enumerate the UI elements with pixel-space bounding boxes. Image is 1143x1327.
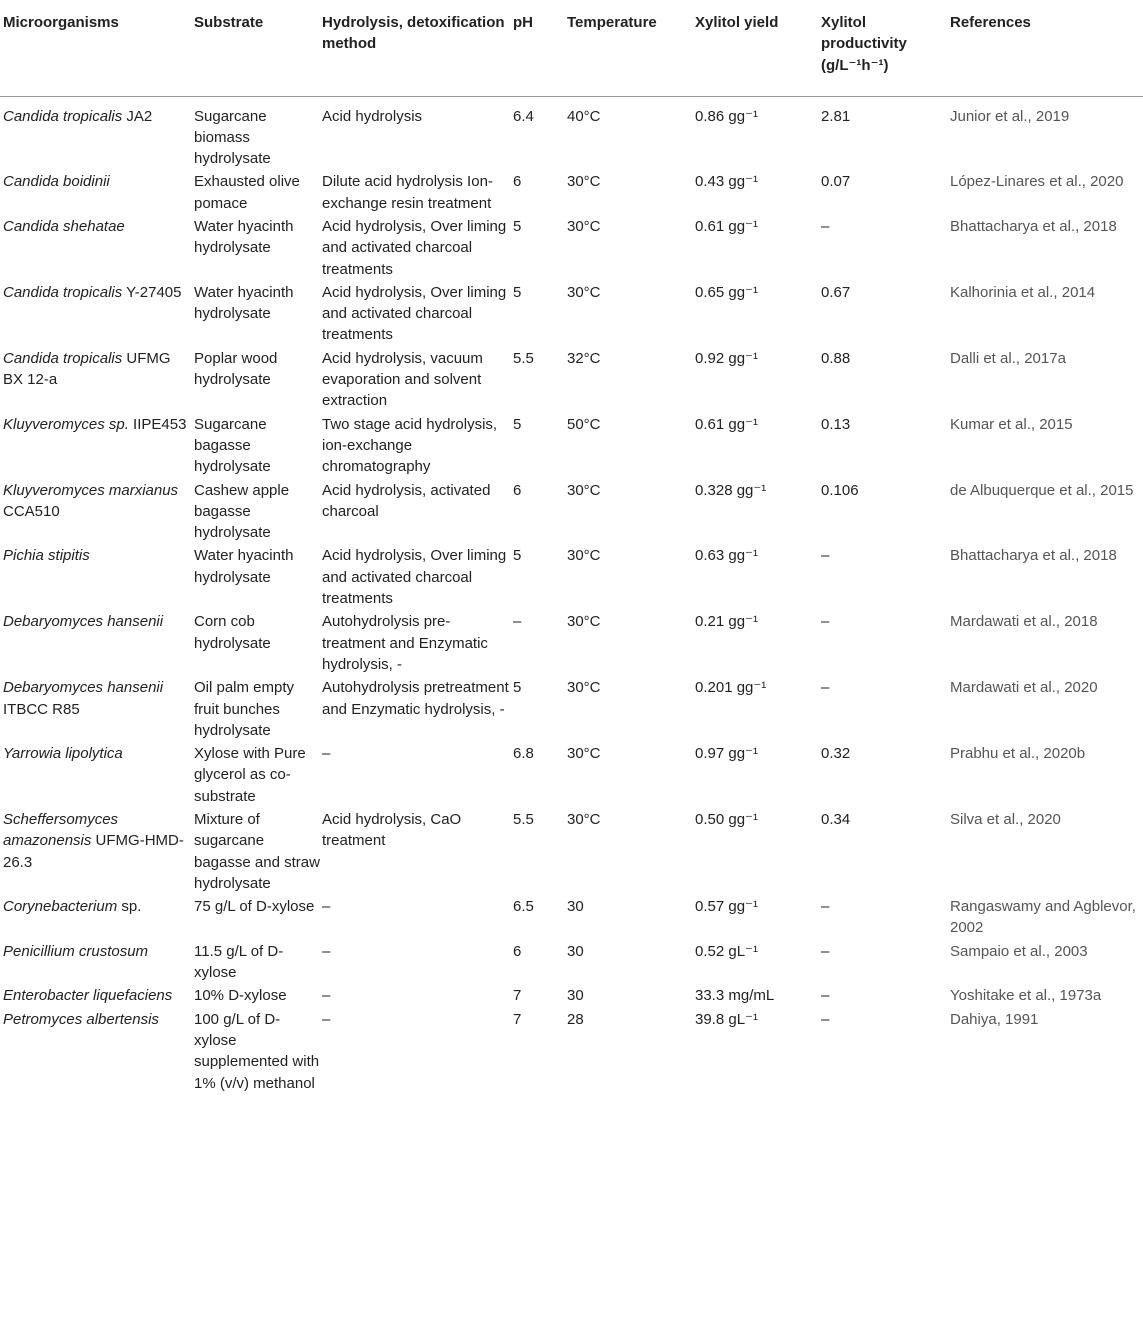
- method-cell: Autohydrolysis pre-treatment and Enzymatic hydrolysis, -: [322, 613, 488, 673]
- organism-cell: [3, 169, 194, 192]
- productivity-cell: 0.13: [821, 415, 851, 433]
- reference-cell: Bhattacharya et al., 2018: [950, 217, 1117, 235]
- yield-cell: 0.92 gg⁻¹: [695, 349, 758, 367]
- yield-cell: 0.57 gg⁻¹: [695, 898, 758, 916]
- substrate-cell: Mixture of sugarcane bagasse and straw hydrolysate: [194, 811, 320, 892]
- substrate-cell: Cashew apple bagasse hydrolysate: [194, 481, 290, 542]
- substrate-cell: 11.5 g/L of D-xylose: [194, 942, 284, 982]
- productivity-cell: –: [821, 1010, 830, 1028]
- method-cell: Acid hydrolysis, activated charcoal: [322, 481, 491, 520]
- reference-cell: Bhattacharya et al., 2018: [950, 547, 1117, 565]
- organism-cell: [3, 104, 194, 127]
- organism-name: Corynebacterium: [3, 898, 118, 916]
- ph-cell: 5: [513, 217, 522, 235]
- temperature-cell: 50°C: [567, 415, 601, 433]
- method-cell: Acid hydrolysis, vacuum evaporation and solvent extraction: [322, 349, 483, 410]
- table-row: [0, 169, 1143, 214]
- reference-cell: Kalhorinia et al., 2014: [950, 283, 1096, 301]
- temperature-cell: 30°C: [567, 547, 601, 565]
- productivity-cell: –: [821, 942, 830, 960]
- organism-name: Pichia stipitis: [3, 547, 90, 565]
- ph-cell: –: [513, 613, 522, 631]
- ph-cell: 6.5: [513, 898, 534, 916]
- yield-cell: 0.61 gg⁻¹: [695, 415, 758, 433]
- organism-name: Penicillium crustosum: [3, 942, 149, 960]
- organism-cell: [3, 280, 194, 303]
- method-cell: –: [322, 745, 331, 763]
- substrate-cell: Water hyacinth hydrolysate: [194, 217, 294, 257]
- organism-name: Kluyveromyces sp.: [3, 415, 129, 433]
- header-substrate: Substrate: [194, 0, 322, 96]
- method-cell: –: [322, 942, 331, 960]
- ph-cell: 6.8: [513, 745, 534, 763]
- reference-cell: Mardawati et al., 2018: [950, 613, 1098, 631]
- organism-cell: [3, 807, 194, 873]
- organism-cell: [3, 894, 194, 917]
- method-cell: Autohydrolysis pretreatment and Enzymatic hydrolysis, -: [322, 679, 509, 718]
- reference-cell: Kumar et al., 2015: [950, 415, 1073, 433]
- organism-strain: UFMG BX 12-a: [3, 349, 171, 389]
- temperature-cell: 28: [567, 1010, 584, 1028]
- organism-cell: [3, 939, 194, 962]
- productivity-cell: –: [821, 987, 830, 1005]
- table-row: [0, 478, 1143, 544]
- organism-cell: [3, 478, 194, 523]
- reference-cell: Rangaswamy and Agblevor, 2002: [950, 898, 1136, 937]
- ph-cell: 6.4: [513, 107, 534, 125]
- table-row: [0, 543, 1143, 609]
- ph-cell: 7: [513, 987, 522, 1005]
- organism-name: Candida shehatae: [3, 217, 125, 235]
- substrate-cell: 100 g/L of D-xylose supplemented with 1% (v/v) methanol: [194, 1010, 320, 1092]
- ph-cell: 5: [513, 679, 522, 697]
- temperature-cell: 30°C: [567, 481, 601, 499]
- ph-cell: 6: [513, 942, 522, 960]
- organism-strain: JA2: [122, 107, 153, 125]
- reference-cell: Junior et al., 2019: [950, 107, 1070, 125]
- substrate-cell: Corn cob hydrolysate: [194, 613, 271, 652]
- temperature-cell: 30°C: [567, 679, 601, 697]
- method-cell: –: [322, 1010, 331, 1028]
- substrate-cell: Sugarcane biomass hydrolysate: [194, 107, 271, 168]
- table-row: [0, 280, 1143, 346]
- organism-name: Candida tropicalis: [3, 349, 123, 367]
- method-cell: Dilute acid hydrolysis Ion-exchange resin treatment: [322, 173, 493, 212]
- method-cell: Acid hydrolysis, CaO treatment: [322, 811, 462, 850]
- yield-cell: 33.3 mg/mL: [695, 987, 775, 1005]
- ph-cell: 5: [513, 283, 522, 301]
- yield-cell: 0.65 gg⁻¹: [695, 283, 758, 301]
- reference-cell: Yoshitake et al., 1973a: [950, 987, 1102, 1005]
- reference-cell: Dahiya, 1991: [950, 1010, 1039, 1028]
- yield-cell: 0.201 gg⁻¹: [695, 679, 767, 697]
- header-yield: Xylitol yield: [695, 0, 821, 96]
- organism-cell: [3, 543, 194, 566]
- temperature-cell: 30°C: [567, 613, 601, 631]
- temperature-cell: 30°C: [567, 173, 601, 191]
- table-body: [0, 96, 1143, 1094]
- organism-name: Debaryomyces hansenii: [3, 679, 164, 697]
- yield-cell: 0.50 gg⁻¹: [695, 811, 758, 828]
- reference-cell: Sampaio et al., 2003: [950, 942, 1088, 960]
- substrate-cell: Poplar wood hydrolysate: [194, 349, 278, 389]
- method-cell: Two stage acid hydrolysis, ion-exchange chromatography: [322, 415, 498, 476]
- substrate-cell: Xylose with Pure glycerol as co-substrate: [194, 745, 306, 805]
- temperature-cell: 30: [567, 987, 584, 1005]
- ph-cell: 5.5: [513, 811, 534, 828]
- yield-cell: 0.86 gg⁻¹: [695, 107, 758, 125]
- method-cell: Acid hydrolysis, Over liming and activated charcoal treatments: [322, 217, 507, 278]
- yield-cell: 0.43 gg⁻¹: [695, 173, 758, 191]
- temperature-cell: 40°C: [567, 107, 601, 125]
- organism-cell: [3, 214, 194, 237]
- productivity-cell: 0.07: [821, 173, 851, 191]
- method-cell: Acid hydrolysis: [322, 107, 423, 125]
- temperature-cell: 30°C: [567, 283, 601, 301]
- productivity-cell: 0.67: [821, 283, 851, 301]
- productivity-cell: –: [821, 217, 830, 235]
- yield-cell: 0.97 gg⁻¹: [695, 745, 758, 763]
- organism-strain: Y-27405: [122, 283, 182, 301]
- organism-cell: [3, 1007, 194, 1030]
- organism-strain: ITBCC R85: [3, 700, 80, 718]
- table-row: [0, 96, 1143, 169]
- table-row: [0, 807, 1143, 894]
- table-row: [0, 1007, 1143, 1094]
- productivity-cell: 0.34: [821, 811, 851, 828]
- table-row: [0, 346, 1143, 412]
- yield-cell: 0.328 gg⁻¹: [695, 481, 767, 499]
- organism-name: Scheffersomyces amazonensis: [3, 811, 119, 850]
- productivity-cell: –: [821, 679, 830, 697]
- ph-cell: 6: [513, 173, 522, 191]
- organism-strain: IIPE453: [128, 415, 187, 433]
- yield-cell: 39.8 gL⁻¹: [695, 1010, 758, 1028]
- organism-name: Debaryomyces hansenii: [3, 613, 164, 631]
- header-method: Hydrolysis, detoxification method: [322, 0, 513, 96]
- yield-cell: 0.52 gL⁻¹: [695, 942, 758, 960]
- method-cell: Acid hydrolysis, Over liming and activated charcoal treatments: [322, 547, 507, 608]
- table-row: [0, 939, 1143, 984]
- temperature-cell: 30: [567, 898, 584, 916]
- table-row: [0, 894, 1143, 939]
- table-row: [0, 675, 1143, 741]
- ph-cell: 5: [513, 415, 522, 433]
- organism-name: Candida tropicalis: [3, 283, 123, 301]
- ph-cell: 5: [513, 547, 522, 565]
- productivity-cell: –: [821, 898, 830, 916]
- table-row: [0, 741, 1143, 807]
- organism-cell: [3, 346, 194, 391]
- reference-cell: Prabhu et al., 2020b: [950, 745, 1086, 763]
- substrate-cell: Water hyacinth hydrolysate: [194, 547, 294, 586]
- organism-name: Enterobacter liquefaciens: [3, 987, 173, 1005]
- organism-strain: sp.: [117, 898, 142, 916]
- table-row: [0, 214, 1143, 280]
- table-row: [0, 412, 1143, 478]
- organism-strain: UFMG-HMD-26.3: [3, 832, 184, 871]
- organism-cell: [3, 675, 194, 720]
- header-productivity: Xylitol productivity (g/L⁻¹h⁻¹): [821, 0, 950, 96]
- temperature-cell: 30°C: [567, 811, 601, 828]
- substrate-cell: Exhausted olive pomace: [194, 173, 300, 212]
- ph-cell: 7: [513, 1010, 522, 1028]
- substrate-cell: 10% D-xylose: [194, 987, 287, 1005]
- temperature-cell: 30°C: [567, 745, 601, 763]
- table-row: [0, 983, 1143, 1006]
- organism-name: Candida boidinii: [3, 173, 110, 191]
- organism-name: Candida tropicalis: [3, 107, 123, 125]
- reference-cell: Dalli et al., 2017a: [950, 349, 1066, 367]
- header-row: [0, 0, 1143, 96]
- method-cell: Acid hydrolysis, Over liming and activated charcoal treatments: [322, 283, 507, 344]
- header-references: References: [950, 0, 1143, 96]
- yield-cell: 0.63 gg⁻¹: [695, 547, 758, 565]
- ph-cell: 6: [513, 481, 522, 499]
- ph-cell: 5.5: [513, 349, 534, 367]
- reference-cell: Silva et al., 2020: [950, 811, 1061, 828]
- organism-name: Yarrowia lipolytica: [3, 745, 123, 763]
- method-cell: –: [322, 898, 331, 916]
- organism-cell: [3, 741, 194, 764]
- substrate-cell: Sugarcane bagasse hydrolysate: [194, 415, 271, 476]
- productivity-cell: –: [821, 613, 830, 631]
- table-row: [0, 609, 1143, 675]
- yield-cell: 0.61 gg⁻¹: [695, 217, 758, 235]
- reference-cell: de Albuquerque et al., 2015: [950, 481, 1134, 499]
- organism-cell: [3, 609, 194, 632]
- reference-cell: Mardawati et al., 2020: [950, 679, 1098, 697]
- substrate-cell: Oil palm empty fruit bunches hydrolysate: [194, 679, 295, 739]
- organism-cell: [3, 983, 194, 1006]
- productivity-cell: –: [821, 547, 830, 565]
- header-ph: pH: [513, 0, 567, 96]
- temperature-cell: 30: [567, 942, 584, 960]
- substrate-cell: Water hyacinth hydrolysate: [194, 283, 294, 323]
- temperature-cell: 30°C: [567, 217, 601, 235]
- header-temperature: Temperature: [567, 0, 695, 96]
- productivity-cell: 0.106: [821, 481, 859, 499]
- organism-name: Kluyveromyces marxianus: [3, 481, 179, 499]
- reference-cell: López-Linares et al., 2020: [950, 173, 1124, 191]
- temperature-cell: 32°C: [567, 349, 601, 367]
- organism-cell: [3, 412, 194, 435]
- productivity-cell: 2.81: [821, 107, 851, 125]
- productivity-cell: 0.88: [821, 349, 851, 367]
- substrate-cell: 75 g/L of D-xylose: [194, 898, 315, 916]
- yield-cell: 0.21 gg⁻¹: [695, 613, 758, 631]
- productivity-cell: 0.32: [821, 745, 851, 763]
- organism-strain: CCA510: [3, 502, 60, 520]
- header-microorganisms: Microorganisms: [0, 0, 194, 96]
- organism-name: Petromyces albertensis: [3, 1010, 159, 1028]
- method-cell: –: [322, 987, 331, 1005]
